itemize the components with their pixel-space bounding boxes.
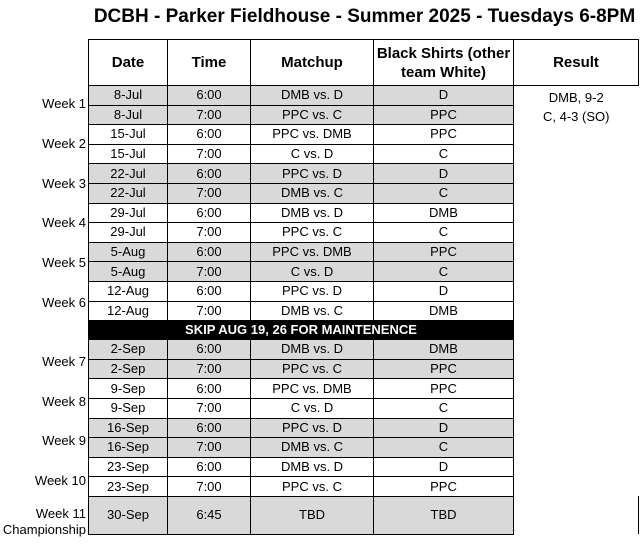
cell-black: D [374,418,514,438]
cell-matchup: PPC vs. C [251,105,374,125]
cell-black: C [374,262,514,282]
cell-date: 8-Jul [89,105,168,125]
cell-date: 12-Aug [89,281,168,301]
header-date: Date [89,40,168,86]
week-label [0,176,88,192]
week-label [0,96,88,112]
cell-time: 7:00 [168,438,251,458]
week-label [0,354,88,370]
cell-black: C [374,183,514,203]
skip-notice: SKIP AUG 19, 26 FOR MAINTENENCE [89,321,514,340]
cell-time: 6:00 [168,86,251,106]
cell-matchup: DMB vs. D [251,340,374,360]
cell-date: 8-Jul [89,86,168,106]
result-cell-empty [514,340,639,535]
cell-black: DMB [374,340,514,360]
cell-matchup: PPC vs. D [251,281,374,301]
week-label-text: Week 11 [35,506,86,521]
week-label [0,433,88,449]
cell-black: D [374,457,514,477]
cell-time: 6:00 [168,340,251,360]
cell-time: 7:00 [168,105,251,125]
schedule-table [88,39,639,535]
skip-row [89,321,640,340]
week-label-text: Week 6 [42,295,86,310]
cell-black: C [374,144,514,164]
cell-black: PPC [374,105,514,125]
cell-time: 7:00 [168,398,251,418]
week-label [0,136,88,152]
cell-time: 7:00 [168,262,251,282]
cell-black: C [374,438,514,458]
cell-date: 15-Jul [89,144,168,164]
result-line: C, 4-3 (SO) [543,109,610,124]
week-label-text: Week 3 [42,176,86,191]
cell-time: 7:00 [168,183,251,203]
cell-date: 16-Sep [89,418,168,438]
week-label [0,473,88,489]
cell-black: PPC [374,379,514,399]
cell-black: DMB [374,301,514,321]
cell-time: 7:00 [168,477,251,497]
cell-date: 9-Sep [89,398,168,418]
cell-date: 5-Aug [89,262,168,282]
week-label [0,255,88,271]
cell-time: 6:00 [168,203,251,223]
cell-black: C [374,223,514,243]
cell-black: PPC [374,242,514,262]
cell-matchup: C vs. D [251,398,374,418]
cell-black: D [374,281,514,301]
cell-black: PPC [374,359,514,379]
cell-date: 2-Sep [89,359,168,379]
result-line: DMB, 9-2 [548,90,604,105]
cell-time: 6:00 [168,457,251,477]
week-label-text: Week 5 [42,255,86,270]
cell-date: 9-Sep [89,379,168,399]
cell-black: DMB [374,203,514,223]
week-label-text: Week 8 [42,394,86,409]
cell-time: 6:00 [168,164,251,184]
cell-matchup: TBD [251,496,374,534]
cell-date: 12-Aug [89,301,168,321]
cell-date: 22-Jul [89,164,168,184]
cell-matchup: PPC vs. C [251,359,374,379]
header-black-shirts: Black Shirts (other team White) [374,40,514,86]
cell-time: 6:00 [168,379,251,399]
cell-black: D [374,86,514,106]
cell-time: 7:00 [168,223,251,243]
game-row [89,86,640,106]
cell-black: D [374,164,514,184]
cell-matchup: PPC vs. DMB [251,242,374,262]
week-label [0,295,88,311]
cell-time: 7:00 [168,144,251,164]
header-time: Time [168,40,251,86]
cell-black: TBD [374,496,514,534]
cell-date: 15-Jul [89,125,168,145]
cell-date: 29-Jul [89,223,168,243]
week-11-label [0,506,88,538]
cell-matchup: DMB vs. C [251,438,374,458]
week-label-text: Week 7 [42,354,86,369]
cell-time: 7:00 [168,359,251,379]
cell-date: 23-Sep [89,457,168,477]
week-label-text: Week 4 [42,215,86,230]
cell-matchup: PPC vs. D [251,164,374,184]
cell-black: C [374,398,514,418]
cell-date: 23-Sep [89,477,168,497]
week-label-text: Week 9 [42,433,86,448]
cell-time: 6:00 [168,242,251,262]
cell-time: 6:00 [168,125,251,145]
cell-matchup: DMB vs. D [251,457,374,477]
result-cell-empty [514,321,639,340]
cell-matchup: PPC vs. DMB [251,379,374,399]
cell-matchup: PPC vs. C [251,477,374,497]
cell-time: 6:45 [168,496,251,534]
header-result: Result [514,40,639,86]
championship-label: Championship [2,522,86,537]
cell-matchup: PPC vs. D [251,418,374,438]
cell-time: 6:00 [168,281,251,301]
cell-date: 30-Sep [89,496,168,534]
header-matchup: Matchup [251,40,374,86]
week-label [0,215,88,231]
week-label-text: Week 1 [42,96,86,111]
cell-matchup: DMB vs. D [251,86,374,106]
header-row [89,40,640,86]
cell-matchup: PPC vs. DMB [251,125,374,145]
cell-matchup: C vs. D [251,144,374,164]
cell-matchup: DMB vs. D [251,203,374,223]
cell-date: 5-Aug [89,242,168,262]
cell-date: 2-Sep [89,340,168,360]
cell-matchup: DMB vs. C [251,183,374,203]
page-title: DCBH - Parker Fieldhouse - Summer 2025 - Tuesdays 6-8PM [93,6,636,27]
cell-black: PPC [374,125,514,145]
cell-date: 16-Sep [89,438,168,458]
cell-matchup: C vs. D [251,262,374,282]
game-row [89,340,640,360]
week-label-text: Week 2 [42,136,86,151]
cell-date: 29-Jul [89,203,168,223]
week-label-text: Week 10 [34,473,86,488]
cell-matchup: PPC vs. C [251,223,374,243]
cell-time: 7:00 [168,301,251,321]
week-label [0,394,88,410]
cell-date: 22-Jul [89,183,168,203]
cell-matchup: DMB vs. C [251,301,374,321]
result-cell-empty [639,496,640,534]
result-cell [514,86,639,321]
cell-time: 6:00 [168,418,251,438]
cell-black: PPC [374,477,514,497]
